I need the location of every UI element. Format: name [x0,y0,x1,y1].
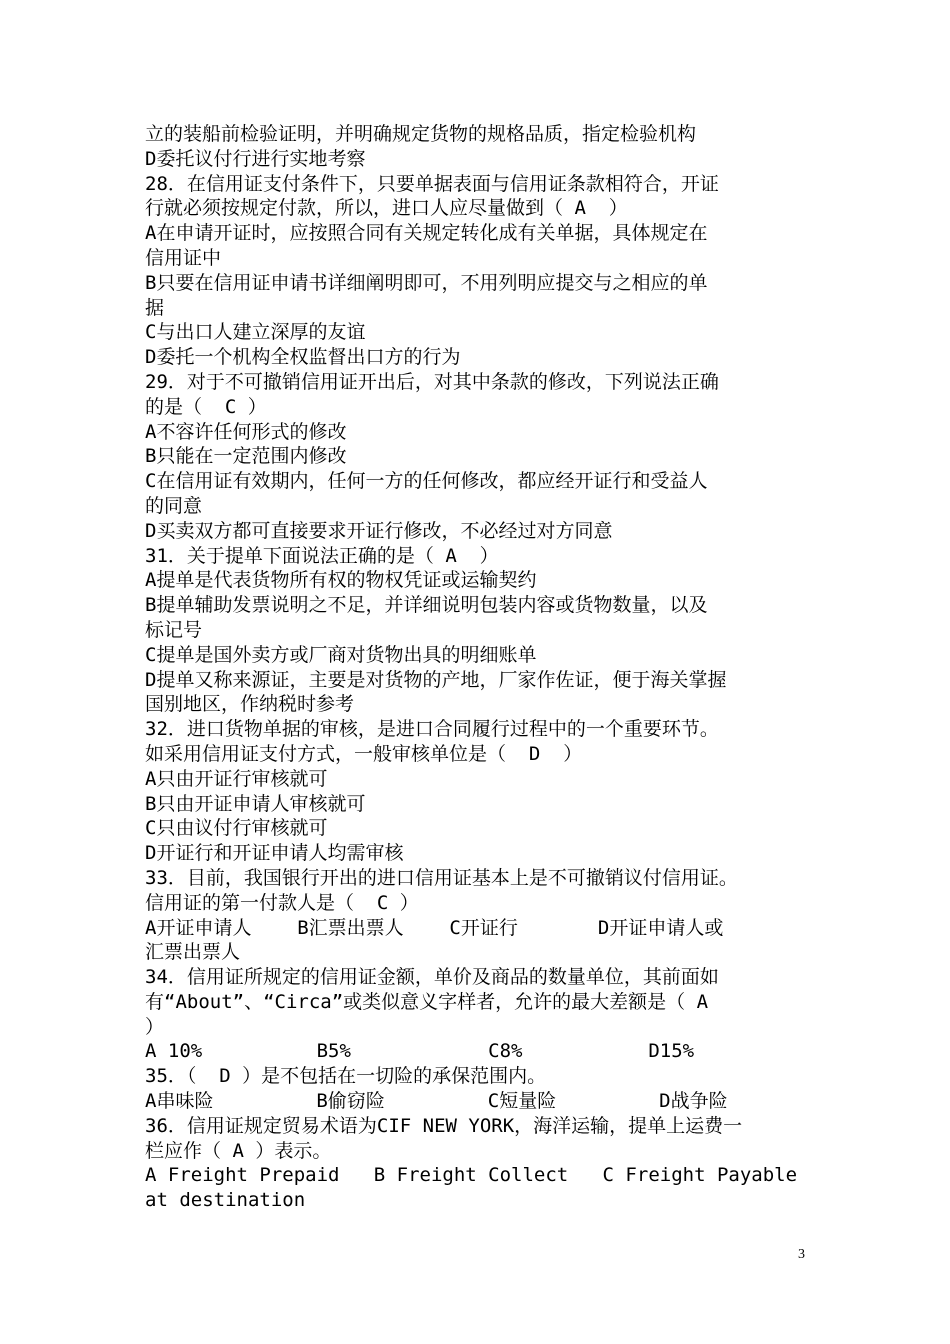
options-row: A串味险 B偷窃险 C短量险 D战争险 [145,1090,728,1113]
text-line: 行就必须按规定付款，所以，进口人应尽量做到（ A ） [145,197,628,220]
option-b: B只要在信用证申请书详细阐明即可，不用列明应提交与之相应的单 [145,271,708,294]
question-36: 36．信用证规定贸易术语为CIF NEW YORK，海洋运输，提单上运费一 [145,1114,743,1137]
text-line: ） [145,1015,165,1038]
text-line: 立的装船前检验证明，并明确规定货物的规格品质，指定检验机构 [145,123,697,145]
option-c: C提单是国外卖方或厂商对货物出具的明细账单 [145,643,537,666]
question-29: 29．对于不可撤销信用证开出后，对其中条款的修改，下列说法正确 [145,370,719,393]
text-line: 国别地区，作纳税时参考 [145,693,355,716]
option-c: C只由议付行审核就可 [145,817,328,840]
options-row: A 10% B5% C8% D15% [145,1040,695,1063]
question-28: 28．在信用证支付条件下，只要单据表面与信用证条款相符合，开证 [145,172,719,195]
option-a: A在申请开证时，应按照合同有关规定转化成有关单据，具体规定在 [145,222,708,245]
option-b: B只由开证申请人审核就可 [145,792,366,815]
text-line: 栏应作（ A ）表示。 [145,1139,332,1162]
option-d: D提单又称来源证，主要是对货物的产地，厂家作佐证，便于海关掌握 [145,668,727,691]
text-line: 信用证的第一付款人是（ C ） [145,891,419,914]
text-line: 标记号 [145,618,203,641]
page-number: 3 [798,1247,805,1262]
question-31: 31．关于提单下面说法正确的是（ A ） [145,544,499,567]
question-35: 35．（ D ）是不包括在一切险的承保范围内。 [145,1065,547,1088]
option-d: D买卖双方都可直接要求开证行修改，不必经过对方同意 [145,519,613,542]
text-line: 据 [145,296,165,319]
text-line: D委托议付行进行实地考察 [145,147,366,170]
option-a: A提单是代表货物所有权的物权凭证或运输契约 [145,569,537,592]
option-d: D委托一个机构全权监督出口方的行为 [145,346,461,369]
text-line: 汇票出票人 [145,941,241,964]
option-b: B提单辅助发票说明之不足，并详细说明包装内容或货物数量，以及 [145,594,708,617]
question-33: 33．目前，我国银行开出的进口信用证基本上是不可撤销议付信用证。 [145,866,738,889]
text-line: 有“About”、“Circa”或类似意义字样者，允许的最大差额是（ A [145,990,709,1013]
option-a: A只由开证行审核就可 [145,767,328,790]
text-line: 的同意 [145,494,203,517]
question-34: 34．信用证所规定的信用证金额，单价及商品的数量单位，其前面如 [145,966,719,989]
option-a: A不容许任何形式的修改 [145,420,347,443]
option-c: C与出口人建立深厚的友谊 [145,321,366,344]
option-c: C在信用证有效期内，任何一方的任何修改，都应经开证行和受益人 [145,470,708,493]
option-d: D开证行和开证申请人均需审核 [145,842,404,865]
options-row: A Freight Prepaid B Freight Collect C Freight Payable [145,1164,798,1187]
question-32: 32．进口货物单据的审核，是进口合同履行过程中的一个重要环节。 [145,718,719,741]
text-line: 信用证中 [145,246,222,269]
option-b: B只能在一定范围内修改 [145,445,347,468]
text-line: at destination [145,1189,306,1212]
options-row: A开证申请人 B汇票出票人 C开证行 D开证申请人或 [145,916,724,939]
text-line: 的是（ C ） [145,395,267,418]
document-body [145,122,815,1213]
text-line: 如采用信用证支付方式，一般审核单位是（ D ） [145,742,583,765]
